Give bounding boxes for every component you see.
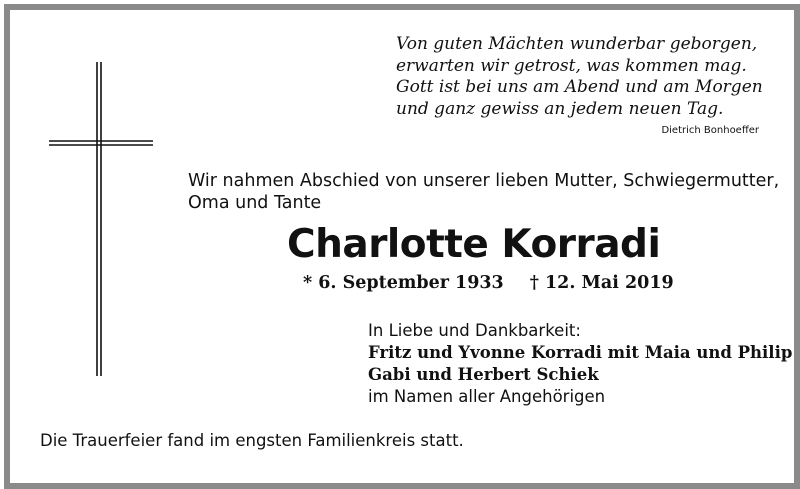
mourners-heading: In Liebe und Dankbarkeit: <box>368 321 581 340</box>
poem-verse <box>396 34 763 120</box>
deceased-name: Charlotte Korradi <box>287 222 661 267</box>
mourners-closing: im Namen aller Angehörigen <box>368 387 606 406</box>
death-date: † 12. Mai 2019 <box>529 273 674 293</box>
mourner-family-1: Fritz und Yvonne Korradi mit Maia und Philip <box>368 343 793 362</box>
birth-date: * 6. September 1933 <box>303 273 504 293</box>
funeral-note: Die Trauerfeier fand im engsten Familienkreis statt. <box>40 431 464 450</box>
poem-line: erwarten wir getrost, was kommen mag. <box>396 55 747 76</box>
cross-icon <box>48 60 154 378</box>
poem-line: und ganz gewiss an jedem neuen Tag. <box>396 98 724 119</box>
poem-author: Dietrich Bonhoeffer <box>661 125 759 136</box>
life-dates <box>303 273 674 293</box>
mourners-block <box>368 320 792 408</box>
poem-line: Gott ist bei uns am Abend und am Morgen <box>396 77 763 97</box>
mourner-family-2: Gabi und Herbert Schiek <box>368 365 599 384</box>
intro-line-1: Wir nahmen Abschied von unserer lieben Mutter, Schwiegermutter, <box>188 171 780 191</box>
poem-line: Von guten Mächten wunderbar geborgen, <box>396 34 758 54</box>
farewell-intro <box>188 170 779 214</box>
intro-line-2: Oma und Tante <box>188 193 322 213</box>
